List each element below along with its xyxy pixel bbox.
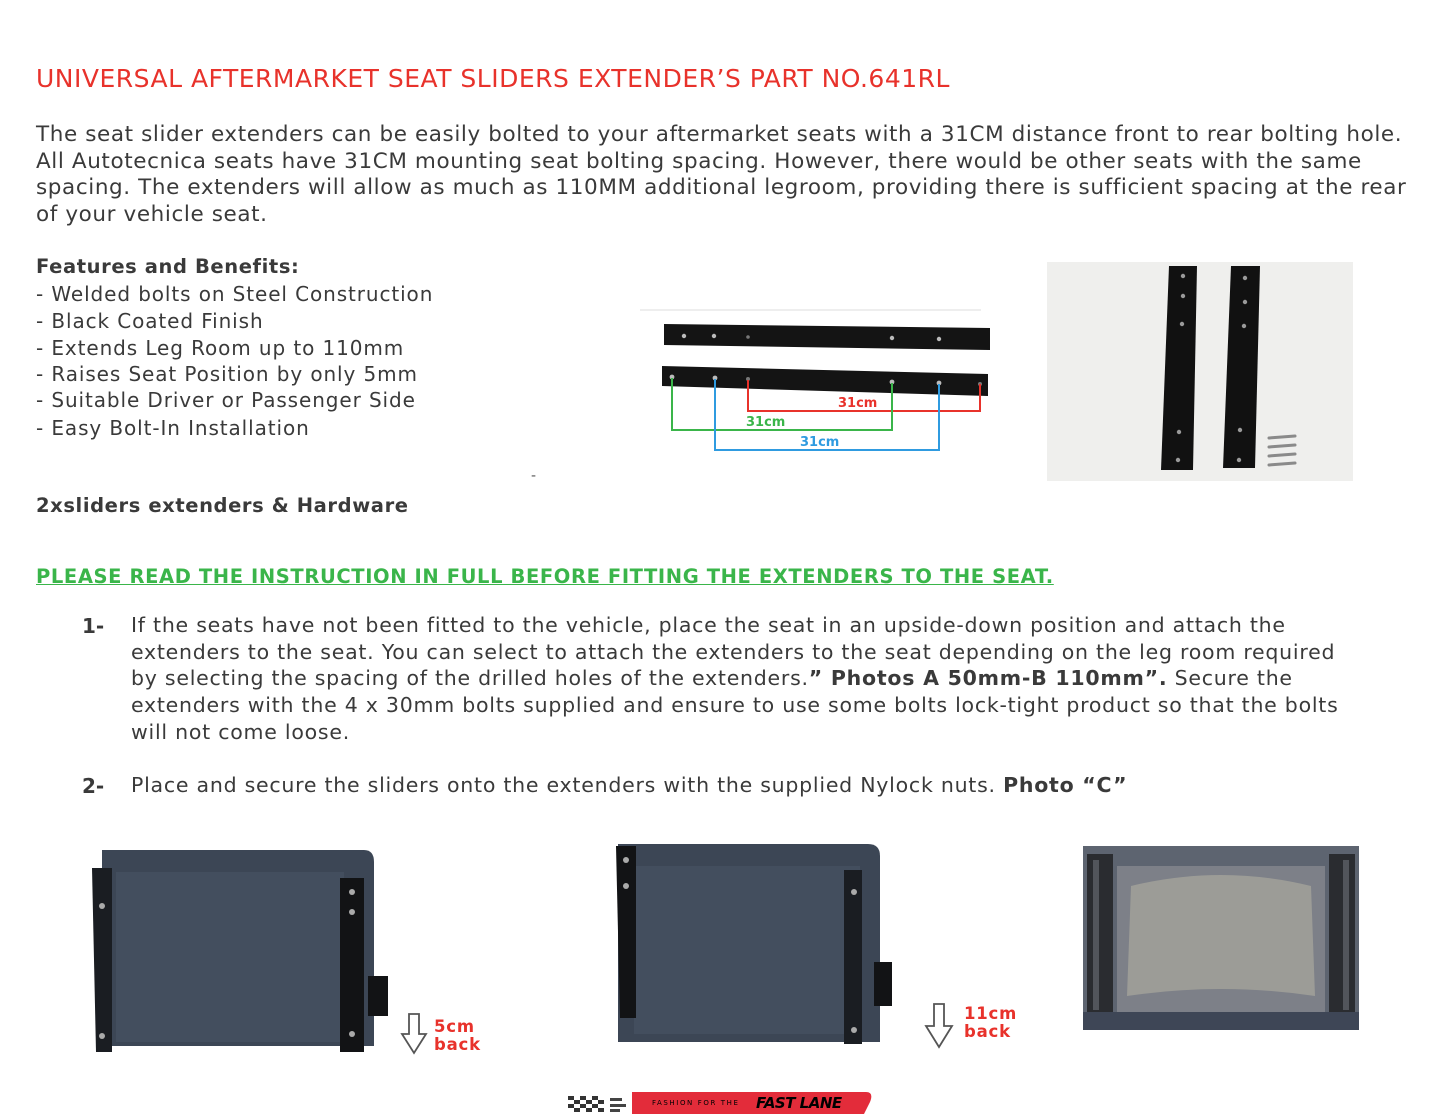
intro-paragraph: The seat slider extenders can be easily bolted to your aftermarket seats with a 31CM distance front to rear bolting hole. All Autotecnica seats have 31CM mounting seat bolting spacing. However, there would be other seats with the same spacing. The extenders will allow as much as 110MM additional legroom, providing there is sufficient spacing at the rear of your vehicle seat.: [36, 122, 1407, 227]
brand-logo: [566, 1090, 874, 1116]
photo-b: [606, 842, 904, 1048]
dimension-label-red: 31cm: [838, 396, 878, 411]
bolt-hole: [99, 1033, 105, 1039]
feature-item: - Raises Seat Position by only 5mm: [36, 362, 418, 386]
step-text-part: Secure the extenders with the 4 x 30mm bolts supplied and ensure to use some bolts lock-tight product so that the bolts will not come loose.: [131, 666, 1339, 744]
dimension-label-green: 31cm: [746, 415, 786, 430]
bolt-hole: [623, 857, 629, 863]
brand-tagline: FASHION FOR THE: [652, 1099, 740, 1107]
caption-line: back: [964, 1022, 1011, 1041]
features-heading: Features and Benefits:: [36, 255, 300, 278]
bolt-hole: [746, 335, 750, 339]
brand-name: FAST LANE: [756, 1094, 842, 1112]
photo-a-caption: [434, 1018, 481, 1054]
photo-b-caption: [964, 1005, 1017, 1041]
bolt-hole: [1242, 324, 1246, 328]
bolt-hole: [1237, 458, 1241, 462]
bolt-hole: [1243, 276, 1247, 280]
bolt-hole: [937, 337, 941, 341]
bolt-hole: [99, 903, 105, 909]
bolt-hole: [1181, 274, 1185, 278]
bolt-hole: [890, 336, 894, 340]
bolt-hole: [1176, 458, 1180, 462]
bolt-hole: [1238, 428, 1242, 432]
checkered-flag-icon: [568, 1096, 626, 1112]
seat-rail-left: [92, 868, 112, 1052]
seat-fabric: [116, 872, 344, 1042]
feature-item: - Extends Leg Room up to 110mm: [36, 336, 405, 360]
seat-lever: [874, 962, 892, 1006]
product-photo: [1047, 262, 1353, 481]
instruction-heading: PLEASE READ THE INSTRUCTION IN FULL BEFORE FITTING THE EXTENDERS TO THE SEAT.: [36, 565, 1054, 588]
photo-a: [88, 846, 398, 1056]
feature-item: - Black Coated Finish: [36, 309, 264, 333]
bolt-hole: [712, 334, 716, 338]
step-text-part: If the seats have not been fitted to the vehicle, place the seat in an upside-down position and attach the extenders to the seat. You can select to attach the extenders to the seat depending on the leg room required by selecting the spacing of the drilled holes of the extenders.: [131, 613, 1336, 691]
bolt-hole: [1180, 322, 1184, 326]
feature-item: - Welded bolts on Steel Construction: [36, 282, 434, 306]
bolt-hole: [349, 1031, 355, 1037]
bolt-hole: [851, 1027, 857, 1033]
bolt-hole: [349, 889, 355, 895]
bolt-hole: [851, 889, 857, 895]
bolt-hole: [1177, 430, 1181, 434]
step-text: [131, 612, 1346, 746]
page-title: UNIVERSAL AFTERMARKET SEAT SLIDERS EXTENDER’S PART NO.641RL: [36, 64, 950, 93]
bolt-hole: [1243, 300, 1247, 304]
bolt-hole: [623, 883, 629, 889]
slider-rail: [1343, 860, 1349, 1010]
stray-dash: -: [531, 468, 537, 484]
photo-c: [1083, 846, 1359, 1030]
seat-fabric: [634, 866, 860, 1034]
photo-background: [1047, 262, 1353, 481]
step-text-bold: Photo “C”: [1003, 773, 1128, 797]
seat-edge: [1083, 1012, 1359, 1030]
seat-pan: [1127, 875, 1315, 996]
seat-lever: [368, 976, 388, 1016]
step-number: 1-: [82, 614, 105, 638]
slider-left: [1087, 854, 1113, 1024]
extender-diagram: [636, 300, 996, 460]
feature-item: - Easy Bolt-In Installation: [36, 416, 310, 440]
step-text-part: Place and secure the sliders onto the extenders with the supplied Nylock nuts.: [131, 773, 1004, 797]
bolt-hole: [349, 909, 355, 915]
package-contents: 2xsliders extenders & Hardware: [36, 494, 409, 517]
down-arrow-icon: [924, 1002, 954, 1050]
step-text-bold: ” Photos A 50mm-B 110mm”.: [808, 666, 1168, 691]
bolt-hole: [682, 334, 686, 338]
caption-line: 5cm: [434, 1017, 475, 1036]
feature-item: - Suitable Driver or Passenger Side: [36, 388, 416, 412]
seat-rail-right: [844, 870, 862, 1044]
step-number: 2-: [82, 774, 105, 798]
bolt-hole: [1181, 294, 1185, 298]
down-arrow-icon: [400, 1012, 428, 1056]
dimension-label-blue: 31cm: [800, 435, 840, 450]
caption-line: 11cm: [964, 1004, 1018, 1023]
slider-right: [1329, 854, 1355, 1024]
extender-right: [340, 878, 364, 1052]
step-text: [131, 772, 1371, 799]
caption-line: back: [434, 1035, 481, 1054]
slider-rail: [1093, 860, 1099, 1010]
